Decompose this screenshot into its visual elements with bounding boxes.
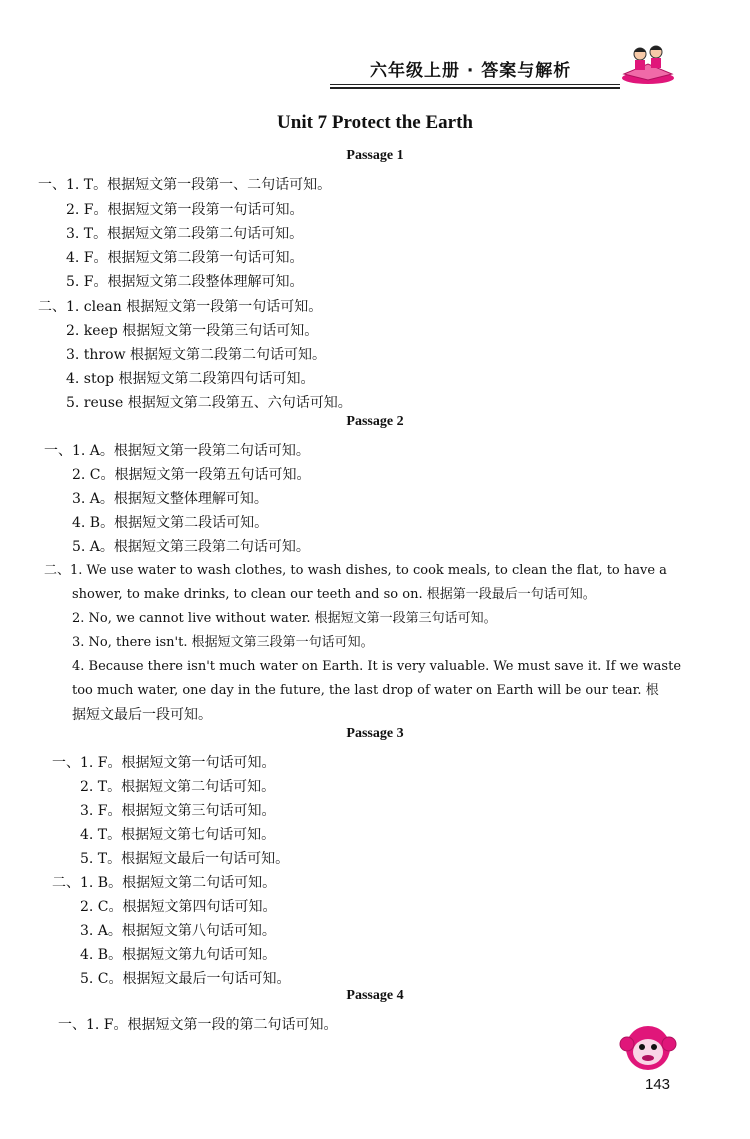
answer-line: too much water, one day in the future, the last drop of water on Earth will be our tear. 根 bbox=[72, 683, 659, 698]
answer-line: 二、1. clean 根据短文第一段第一句话可知。 bbox=[38, 299, 323, 315]
answer-line: 2. T。根据短文第二句话可知。 bbox=[80, 779, 276, 795]
answer-line: 5. reuse 根据短文第二段第五、六句话可知。 bbox=[66, 395, 352, 411]
answer-line: 2. No, we cannot live without water. 根据短文第一段第三句话可知。 bbox=[72, 611, 497, 626]
header-rule bbox=[330, 84, 620, 85]
running-header bbox=[330, 52, 630, 88]
answer-line: 3. A。根据短文第八句话可知。 bbox=[80, 923, 276, 939]
answer-line: 3. A。根据短文整体理解可知。 bbox=[72, 491, 268, 507]
answer-line: 2. C。根据短文第一段第五句话可知。 bbox=[72, 467, 311, 483]
answer-line: 二、1. B。根据短文第二句话可知。 bbox=[52, 875, 277, 891]
answer-line: 4. B。根据短文第九句话可知。 bbox=[80, 947, 277, 963]
answer-line: 5. C。根据短文最后一句话可知。 bbox=[80, 971, 291, 987]
answer-line: 二、1. We use water to wash clothes, to wash dishes, to cook meals, to clean the flat, to have a bbox=[44, 563, 667, 578]
answer-line: 据短文最后一段可知。 bbox=[72, 707, 212, 723]
answer-line: 一、1. A。根据短文第一段第二句话可知。 bbox=[44, 443, 310, 459]
answer-line: 2. F。根据短文第一段第一句话可知。 bbox=[66, 202, 304, 218]
answer-line: 3. F。根据短文第三句话可知。 bbox=[80, 803, 276, 819]
answer-line: 4. T。根据短文第七句话可知。 bbox=[80, 827, 276, 843]
answer-line: 一、1. F。根据短文第一句话可知。 bbox=[52, 755, 276, 771]
passage-title: Passage 4 bbox=[346, 988, 404, 1003]
answer-line: 一、1. T。根据短文第一段第一、二句话可知。 bbox=[38, 177, 332, 193]
header-rule bbox=[330, 87, 620, 89]
passage-title: Passage 1 bbox=[346, 148, 404, 163]
answer-line: 5. T。根据短文最后一句话可知。 bbox=[80, 851, 290, 867]
answer-line: 3. T。根据短文第二段第二句话可知。 bbox=[66, 226, 304, 242]
answer-line: 4. B。根据短文第二段话可知。 bbox=[72, 515, 269, 531]
answer-line: 4. stop 根据短文第二段第四句话可知。 bbox=[66, 371, 315, 387]
answer-line: 2. C。根据短文第四句话可知。 bbox=[80, 899, 277, 915]
answer-line: 4. F。根据短文第二段第一句话可知。 bbox=[66, 250, 304, 266]
answer-line: 5. A。根据短文第三段第二句话可知。 bbox=[72, 539, 310, 555]
answer-line: 3. throw 根据短文第二段第二句话可知。 bbox=[66, 347, 327, 363]
page-number: 143 bbox=[645, 1076, 671, 1093]
passage-title: Passage 3 bbox=[346, 726, 404, 741]
unit-title: Unit 7 Protect the Earth bbox=[277, 112, 473, 133]
answer-line: 一、1. F。根据短文第一段的第二句话可知。 bbox=[58, 1017, 338, 1033]
passage-title: Passage 2 bbox=[346, 414, 404, 429]
monkey-mascot-icon bbox=[618, 1020, 678, 1078]
reading-kids-icon bbox=[618, 40, 678, 86]
answer-line: 4. Because there isn't much water on Earth. It is very valuable. We must save it. If we waste bbox=[72, 659, 682, 674]
answer-line: 3. No, there isn't. 根据短文第三段第一句话可知。 bbox=[72, 635, 374, 650]
header-title: 六年级上册 · 答案与解析 bbox=[370, 61, 572, 81]
answer-line: 2. keep 根据短文第一段第三句话可知。 bbox=[66, 323, 319, 339]
answer-line: shower, to make drinks, to clean our teeth and so on. 根据第一段最后一句话可知。 bbox=[72, 587, 596, 602]
answer-line: 5. F。根据短文第二段整体理解可知。 bbox=[66, 274, 304, 290]
